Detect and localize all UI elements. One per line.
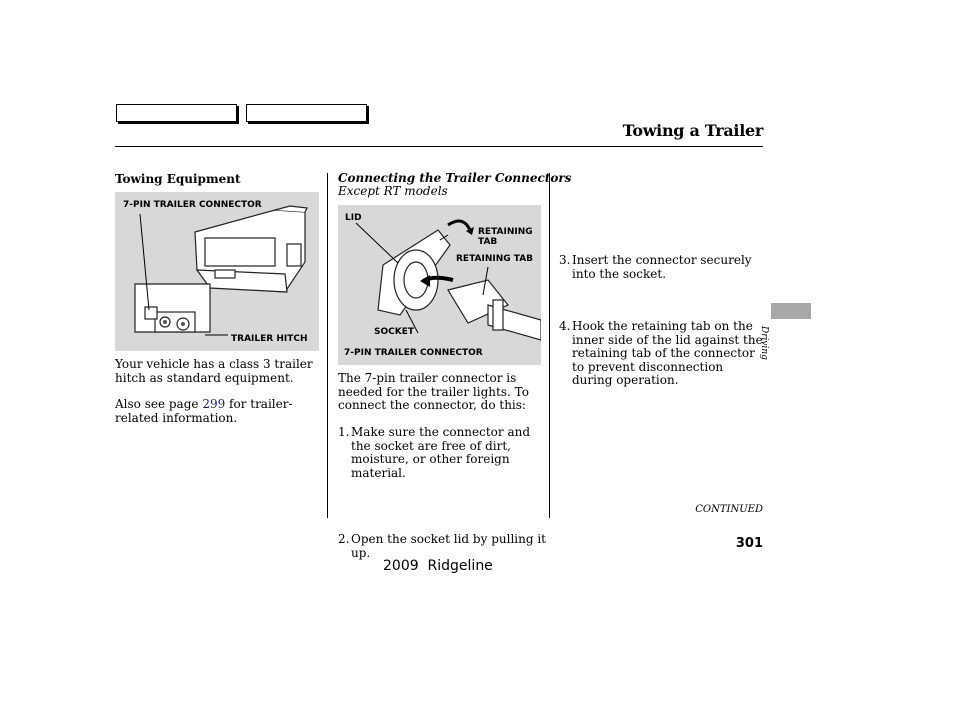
driving-tab-label: Driving [759,326,769,360]
col2-intro: The 7-pin trailer connector is needed for the trailer lights. To connect the connector, do this: [338,371,529,412]
step-1-number: 1. [338,425,350,439]
page-number: 301 [735,536,763,551]
step-2-number: 2. [338,532,350,546]
fig-label-connector: 7-PIN TRAILER CONNECTOR [123,200,262,210]
column-divider-2 [549,173,550,518]
col1-para2 [115,398,319,425]
column-divider-1 [327,173,328,518]
col1-para2-after: for trailer-related information. [115,397,293,425]
nav-box-1[interactable] [116,104,237,122]
step-1-text: Make sure the connector and the socket are free of dirt, moisture, or other foreign material. [351,425,531,480]
col1-para2-before: Also see page [115,397,203,411]
page-299-link[interactable]: 299 [202,397,226,411]
nav-box-2[interactable] [246,104,367,122]
fig-label-retaining-tab-1: RETAINING TAB [478,227,533,247]
truck-rear-illustration [115,192,319,351]
connector-figure [338,205,541,365]
fig-label-connector-2: 7-PIN TRAILER CONNECTOR [344,348,483,358]
step-2-text: Open the socket lid by pulling it up. [351,532,546,560]
page-title: Towing a Trailer [622,121,763,140]
step-3-number: 3. [559,253,571,267]
fig-label-lid: LID [345,213,362,223]
step-4 [559,320,764,388]
step-2 [338,533,561,560]
footer-model: 2009 Ridgeline [383,558,493,574]
step-1 [338,426,547,480]
step-3-text: Insert the connector securely into the socket. [572,253,752,281]
connecting-heading: Connecting the Trailer Connectors [338,171,572,185]
driving-section-tab[interactable] [771,303,811,319]
fig-label-hitch: TRAILER HITCH [231,334,308,344]
connecting-subheading: Except RT models [338,184,448,198]
col1-para1: Your vehicle has a class 3 trailer hitch as standard equipment. [115,357,313,385]
continued-label: CONTINUED [695,504,763,515]
header-rule [115,146,763,147]
fig-label-retaining-tab-2: RETAINING TAB [456,254,534,264]
towing-equipment-heading: Towing Equipment [115,172,241,186]
trailer-hitch-figure [115,192,319,351]
fig-label-socket: SOCKET [374,327,414,337]
step-4-number: 4. [559,319,571,333]
step-3 [559,254,772,281]
step-4-text: Hook the retaining tab on the inner side of the lid against the retaining tab of the connector to prevent disconnection during operation. [572,319,763,387]
